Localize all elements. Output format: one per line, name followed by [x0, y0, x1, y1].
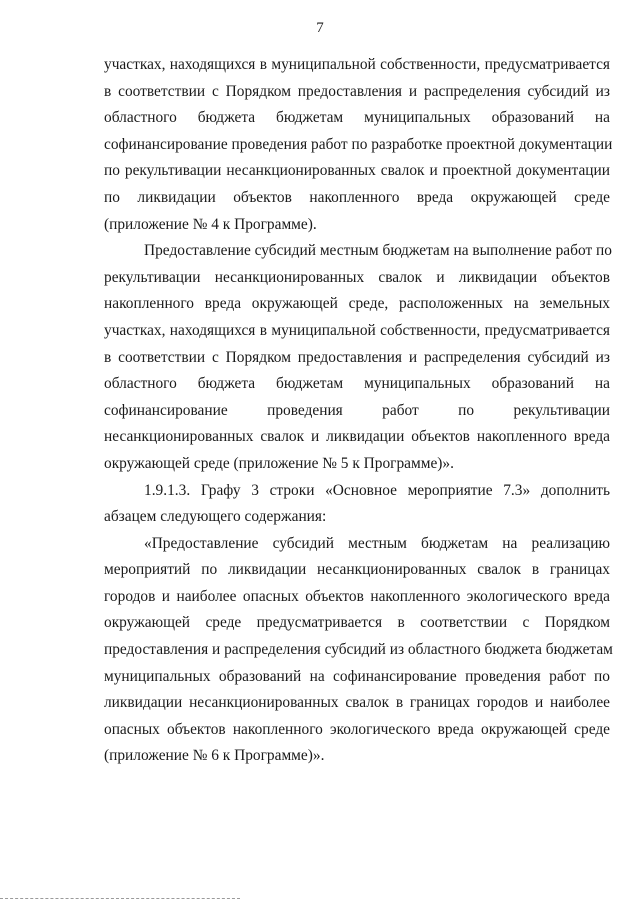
text-line: рекультивации несанкционированных свалок и ликвидации объектов [104, 268, 610, 286]
text-line: предоставления и распределения субсидий из областного бюджета бюджетам [104, 641, 613, 659]
text-line: опасных объектов накопленного экологического вреда окружающей среде [104, 720, 610, 738]
paragraph-3 [104, 478, 610, 531]
text-line: областного бюджета бюджетам муниципальных образований на [104, 375, 610, 393]
text-line: окружающей среде (приложение № 5 к Программе)». [104, 454, 454, 472]
text-line: мероприятий по ликвидации несанкционированных свалок в границах [104, 561, 610, 579]
paragraph-2 [104, 238, 610, 477]
text-line: софинансирование проведения работ по рекультивации [104, 401, 610, 419]
text-line: ликвидации несанкционированных свалок в границах городов и наиболее [104, 694, 610, 712]
paragraph-4 [104, 531, 613, 770]
text-line: Предоставление субсидий местным бюджетам на выполнение работ по [144, 242, 612, 260]
text-line: участках, находящихся в муниципальной собственности, предусматривается [104, 56, 610, 73]
text-line: «Предоставление субсидий местным бюджетам на реализацию [144, 534, 610, 552]
text-line: областного бюджета бюджетам муниципальных образований на [104, 109, 610, 127]
footer-divider [0, 898, 240, 899]
text-line: (приложение № 6 к Программе)». [104, 747, 325, 765]
text-line: муниципальных образований на софинансирование проведения работ по [104, 667, 610, 685]
text-line: в соответствии с Порядком предоставления и распределения субсидий из [104, 82, 610, 100]
text-line: по ликвидации объектов накопленного вреда окружающей среде [104, 188, 610, 206]
text-line: накопленного вреда окружающей среде, расположенных на земельных [104, 295, 610, 313]
text-line: (приложение № 4 к Программе). [104, 215, 317, 233]
paragraph-1 [104, 52, 613, 238]
text-line: городов и наиболее опасных объектов накопленного экологического вреда [104, 587, 610, 605]
text-line: по рекультивации несанкционированных свалок и проектной документации [104, 162, 610, 180]
text-line: несанкционированных свалок и ликвидации объектов накопленного вреда [104, 428, 610, 446]
page-number: 7 [316, 20, 324, 36]
text-line: в соответствии с Порядком предоставления и распределения субсидий из [104, 348, 610, 366]
text-line: 1.9.1.3. Графу 3 строки «Основное мероприятие 7.3» дополнить [144, 481, 610, 499]
text-line: окружающей среде предусматривается в соответствии с Порядком [104, 614, 610, 632]
text-line: участках, находящихся в муниципальной собственности, предусматривается [104, 321, 610, 339]
body-text [104, 52, 613, 770]
text-line: абзацем следующего содержания: [104, 508, 327, 526]
text-line: софинансирование проведения работ по разработке проектной документации [104, 135, 613, 153]
